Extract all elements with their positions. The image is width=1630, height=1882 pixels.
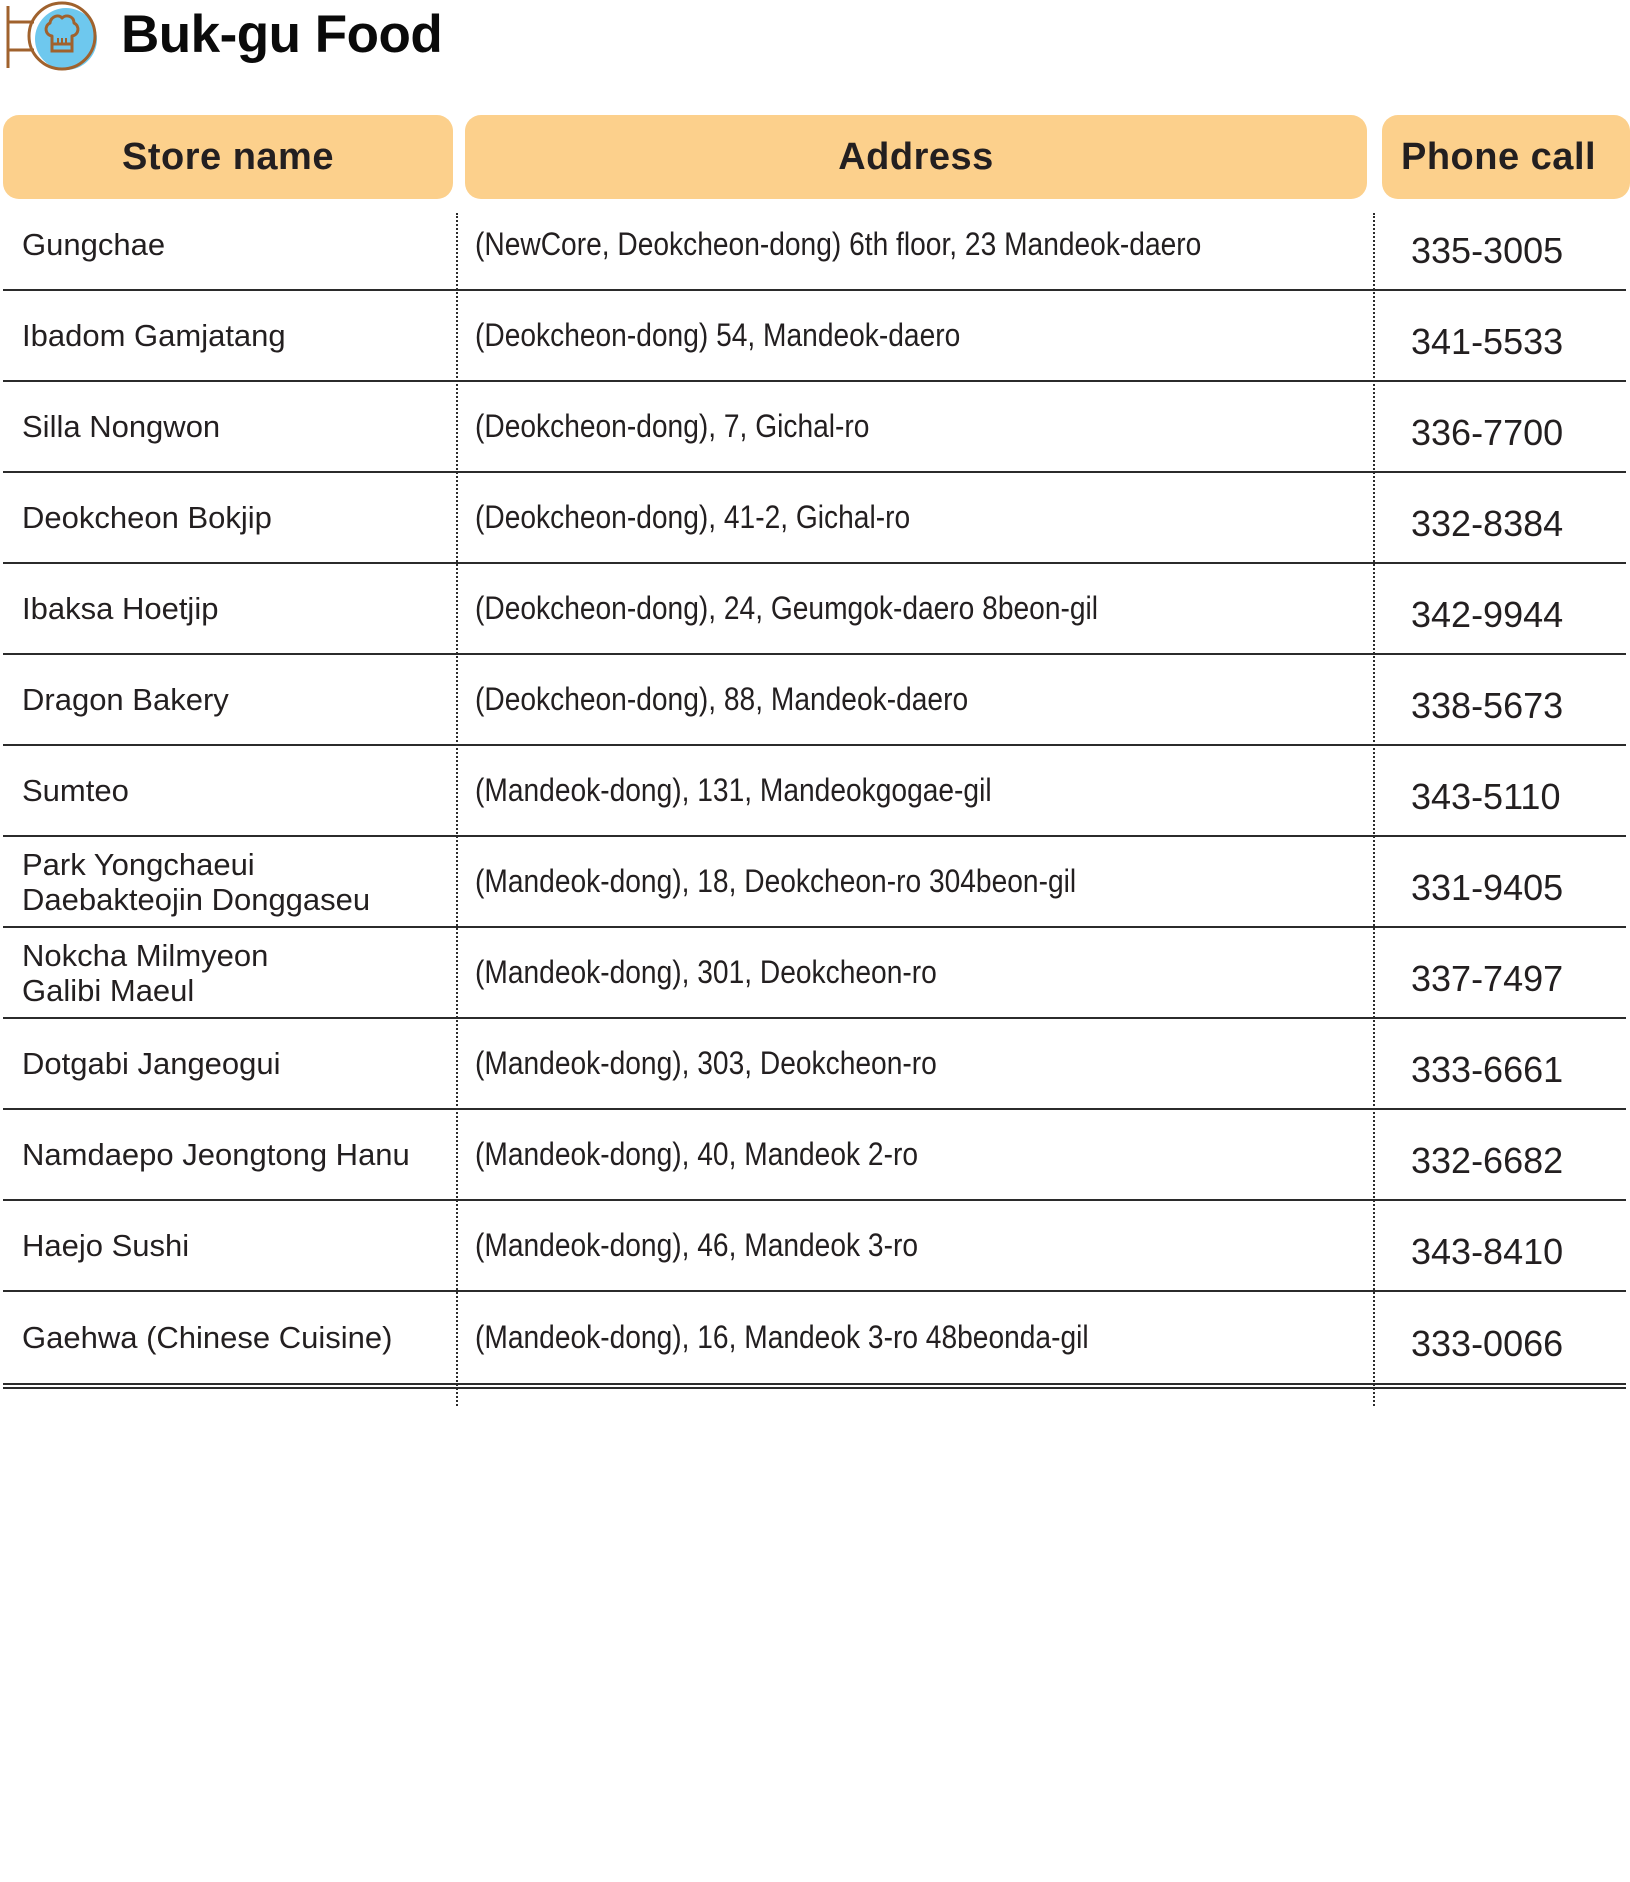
table-row: [3, 1201, 1626, 1292]
store-name-cell: [22, 1292, 452, 1383]
column-header-phone: Phone call: [1382, 115, 1630, 199]
store-name: Ibaksa Hoetjip: [22, 591, 219, 626]
store-name: Dotgabi Jangeogui: [22, 1046, 281, 1081]
table-row: [3, 1292, 1626, 1383]
phone-text[interactable]: 333-6661: [1411, 1048, 1564, 1090]
phone-text[interactable]: 337-7497: [1411, 957, 1564, 999]
address-text: (Deokcheon-dong), 7, Gichal-ro: [475, 408, 870, 444]
table-row: [3, 564, 1626, 655]
phone-text[interactable]: 342-9944: [1411, 593, 1564, 635]
address-text: (Mandeok-dong), 18, Deokcheon-ro 304beon-gil: [475, 863, 1077, 899]
address-cell: [475, 382, 1375, 471]
phone-number[interactable]: [1411, 291, 1626, 380]
address-text: (Deokcheon-dong) 54, Mandeok-daero: [475, 317, 961, 353]
table-row: [3, 655, 1626, 746]
address-cell: [475, 1201, 1375, 1290]
phone-text[interactable]: 336-7700: [1411, 411, 1564, 453]
table-row: [3, 1019, 1626, 1110]
page-header: [0, 0, 600, 80]
column-header-address: Address: [465, 115, 1367, 199]
store-name: Deokcheon Bokjip: [22, 500, 272, 535]
address-text: (Mandeok-dong), 40, Mandeok 2-ro: [475, 1136, 918, 1172]
phone-text[interactable]: 341-5533: [1411, 320, 1564, 362]
phone-text[interactable]: 331-9405: [1411, 866, 1564, 908]
phone-text[interactable]: 332-6682: [1411, 1139, 1564, 1181]
page-title: Buk-gu Food: [121, 5, 443, 64]
table-row: [3, 291, 1626, 382]
phone-text[interactable]: 343-5110: [1411, 775, 1561, 817]
phone-number[interactable]: [1411, 382, 1626, 471]
store-name: Daebakteojin Donggaseu: [22, 881, 371, 917]
table-row: [3, 473, 1626, 564]
table-row: [3, 382, 1626, 473]
store-name-cell: [22, 746, 452, 835]
store-name: Park Yongchaeui: [22, 846, 255, 882]
column-header-store-name: Store name: [3, 115, 453, 199]
store-name: Gaehwa (Chinese Cuisine): [22, 1320, 393, 1355]
phone-number[interactable]: [1411, 837, 1626, 926]
address-cell: [475, 928, 1375, 1017]
phone-number[interactable]: [1411, 200, 1626, 289]
store-name: Ibadom Gamjatang: [22, 318, 286, 353]
phone-number[interactable]: [1411, 655, 1626, 744]
phone-number[interactable]: [1411, 1110, 1626, 1199]
address-text: (Mandeok-dong), 46, Mandeok 3-ro: [475, 1227, 918, 1263]
store-name: Gungchae: [22, 227, 166, 262]
store-name: Haejo Sushi: [22, 1228, 190, 1263]
address-cell: [475, 1019, 1375, 1108]
phone-text[interactable]: 343-8410: [1411, 1230, 1564, 1272]
store-name: Dragon Bakery: [22, 682, 229, 717]
store-name-cell: [22, 473, 452, 562]
column-divider: [456, 213, 458, 1406]
store-name: Galibi Maeul: [22, 972, 195, 1008]
store-name-cell: [22, 382, 452, 471]
phone-number[interactable]: [1411, 473, 1626, 562]
table-row: [3, 200, 1626, 291]
store-name-cell: [22, 1019, 452, 1108]
phone-text[interactable]: 333-0066: [1411, 1322, 1564, 1364]
store-name: Nokcha Milmyeon: [22, 937, 269, 973]
address-cell: [475, 1292, 1375, 1383]
address-text: (Mandeok-dong), 131, Mandeokgogae-gil: [475, 772, 992, 808]
address-text: (Deokcheon-dong), 88, Mandeok-daero: [475, 681, 969, 717]
store-name-cell: [22, 291, 452, 380]
address-cell: [475, 1110, 1375, 1199]
store-name: Silla Nongwon: [22, 409, 221, 444]
phone-number[interactable]: [1411, 1019, 1626, 1108]
store-name: Namdaepo Jeongtong Hanu: [22, 1137, 410, 1172]
address-text: (Deokcheon-dong), 24, Geumgok-daero 8beon-gil: [475, 590, 1099, 626]
table-row: [3, 928, 1626, 1019]
chef-hat-signboard-icon: [4, 0, 98, 76]
address-text: (Mandeok-dong), 16, Mandeok 3-ro 48beonda-gil: [475, 1319, 1089, 1355]
phone-text[interactable]: 338-5673: [1411, 684, 1564, 726]
phone-number[interactable]: [1411, 1201, 1626, 1290]
phone-number[interactable]: [1411, 928, 1626, 1017]
address-text: (Mandeok-dong), 303, Deokcheon-ro: [475, 1045, 937, 1081]
store-name-cell: [22, 564, 452, 653]
address-cell: [475, 291, 1375, 380]
store-name-cell: [22, 928, 452, 1017]
restaurant-table: [3, 200, 1626, 1383]
phone-text[interactable]: 332-8384: [1411, 502, 1564, 544]
table-row: [3, 837, 1626, 928]
address-cell: [475, 200, 1375, 289]
store-name-cell: [22, 1110, 452, 1199]
phone-number[interactable]: [1411, 746, 1626, 835]
phone-text[interactable]: 335-3005: [1411, 229, 1564, 271]
address-cell: [475, 655, 1375, 744]
address-cell: [475, 473, 1375, 562]
store-name: Sumteo: [22, 773, 129, 808]
store-name-cell: [22, 837, 452, 926]
store-name-cell: [22, 1201, 452, 1290]
address-cell: [475, 746, 1375, 835]
column-divider: [1373, 213, 1375, 1406]
address-text: (NewCore, Deokcheon-dong) 6th floor, 23 Mandeok-daero: [475, 226, 1202, 262]
address-text: (Deokcheon-dong), 41-2, Gichal-ro: [475, 499, 911, 535]
address-cell: [475, 564, 1375, 653]
table-row: [3, 746, 1626, 837]
store-name-cell: [22, 655, 452, 744]
table-row: [3, 1110, 1626, 1201]
phone-number[interactable]: [1411, 1292, 1626, 1383]
store-name-cell: [22, 200, 452, 289]
address-text: (Mandeok-dong), 301, Deokcheon-ro: [475, 954, 937, 990]
address-cell: [475, 837, 1375, 926]
phone-number[interactable]: [1411, 564, 1626, 653]
